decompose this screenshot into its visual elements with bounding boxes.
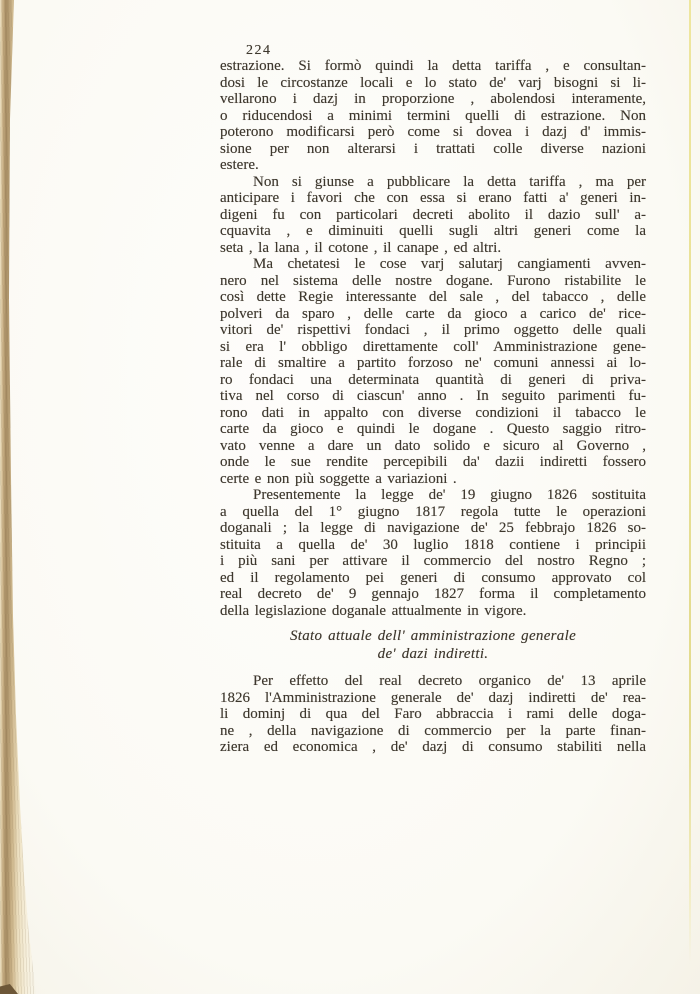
text-line: estere.	[220, 157, 259, 173]
heading-line: de' dazi indiretti.	[377, 645, 489, 662]
section-heading	[220, 628, 646, 663]
text-line: real decreto de' 9 gennajo 1827 forma il completamento	[220, 586, 646, 602]
text-line: seta , la lana , il cotone , il canape , ed altri.	[220, 239, 502, 256]
text-line: Presentemente la legge de' 19 giugno 1826 sostituita	[253, 487, 646, 503]
text-line: anticipare i favori che con essa si erano fatti a' generi in-	[220, 190, 646, 206]
text-line: si era l' obbligo direttamente coll' Amministrazione gene-	[220, 338, 646, 355]
text-line: dosi le circostanze locali e lo stato de' varj bisogni si li-	[220, 74, 646, 91]
heading-line: Stato attuale dell' amministrazione generale	[289, 628, 577, 644]
text-line: tiva nel corso di ciascun' anno . In seguito parimenti fu-	[220, 388, 646, 404]
text-line: 1826 l'Amministrazione generale de' dazj indiretti de' rea-	[220, 689, 646, 706]
paragraph	[220, 256, 646, 487]
text-line: i più sani per attivare il commercio del nostro Regno ;	[220, 553, 646, 569]
text-line: Non si giunse a pubblicare la detta tariffa , ma per	[253, 173, 646, 190]
paragraph	[220, 174, 646, 257]
paragraph	[220, 487, 646, 619]
text-line: stituita a quella de' 30 luglio 1818 contiene i principii	[220, 536, 646, 553]
text-line: Per effetto del real decreto organico de' 13 aprile	[253, 673, 646, 689]
text-line: nero nel sistema delle nostre dogane. Furono ristabilite le	[220, 272, 646, 289]
text-line: ro fondaci una determinata quantità di generi di priva-	[220, 371, 646, 388]
text-line: ziera ed economica , de' dazj di consumo stabiliti nella	[220, 739, 646, 755]
text-block	[220, 58, 646, 756]
text-line: vato venne a dare un dato solido e sicuro al Governo ,	[220, 437, 646, 454]
text-line: sione per non alterarsi i trattati colle diverse nazioni	[220, 140, 646, 157]
text-line: a quella del 1° giugno 1817 regola tutte le operazioni	[220, 503, 646, 520]
text-line: vitori de' rispettivi fondaci , il primo oggetto delle quali	[220, 322, 646, 338]
text-line: estrazione. Si formò quindi la detta tariffa , e consultan-	[220, 58, 646, 74]
text-line: della legislazione doganale attualmente in vigore.	[220, 602, 527, 619]
text-line: doganali ; la legge di navigazione de' 25 febbrajo 1826 so-	[220, 520, 646, 536]
text-line: rono dati in appalto con diverse condizioni il tabacco le	[220, 404, 646, 421]
book-binding-edge	[0, 0, 40, 994]
page-stack-edge	[689, 0, 691, 964]
text-line: polveri da sparo , delle carte da gioco a carico de' rice-	[220, 305, 646, 322]
text-line: poterono modificarsi però come si dovea i dazj d' immis-	[220, 124, 646, 140]
text-line: ne , della navigazione di commercio per la parte finan-	[220, 722, 646, 739]
text-line: Ma chetatesi le cose varj salutarj cangiamenti avven-	[253, 256, 646, 272]
text-line: o riducendosi a minimi termini quelli di estrazione. Non	[220, 107, 646, 124]
text-line: certe e non più soggette a variazioni .	[220, 470, 457, 487]
text-line: li dominj di qua del Faro abbraccia i rami delle doga-	[220, 706, 646, 722]
text-line: rale di smaltire a partito forzoso ne' comuni annessi ai lo-	[220, 355, 646, 371]
text-line: digeni fu con particolari decreti abolito il dazio sull' a-	[220, 206, 646, 223]
text-line: vellarono i dazj in proporzione , abolendosi interamente,	[220, 91, 646, 107]
page-number: 224	[246, 43, 272, 58]
text-line: onde le sue rendite percepibili da' dazii indiretti fossero	[220, 454, 646, 470]
paragraph	[220, 673, 646, 756]
text-line: carte da gioco e quindi le dogane . Questo saggio ritro-	[220, 421, 646, 437]
text-line: cquavita , e diminuiti quelli sugli altri generi come la	[220, 223, 646, 239]
paragraph	[220, 58, 646, 174]
text-line: ed il regolamento pei generi di consumo approvato col	[220, 569, 646, 586]
text-line: così dette Regie interessante del sale , del tabacco , delle	[220, 289, 646, 305]
